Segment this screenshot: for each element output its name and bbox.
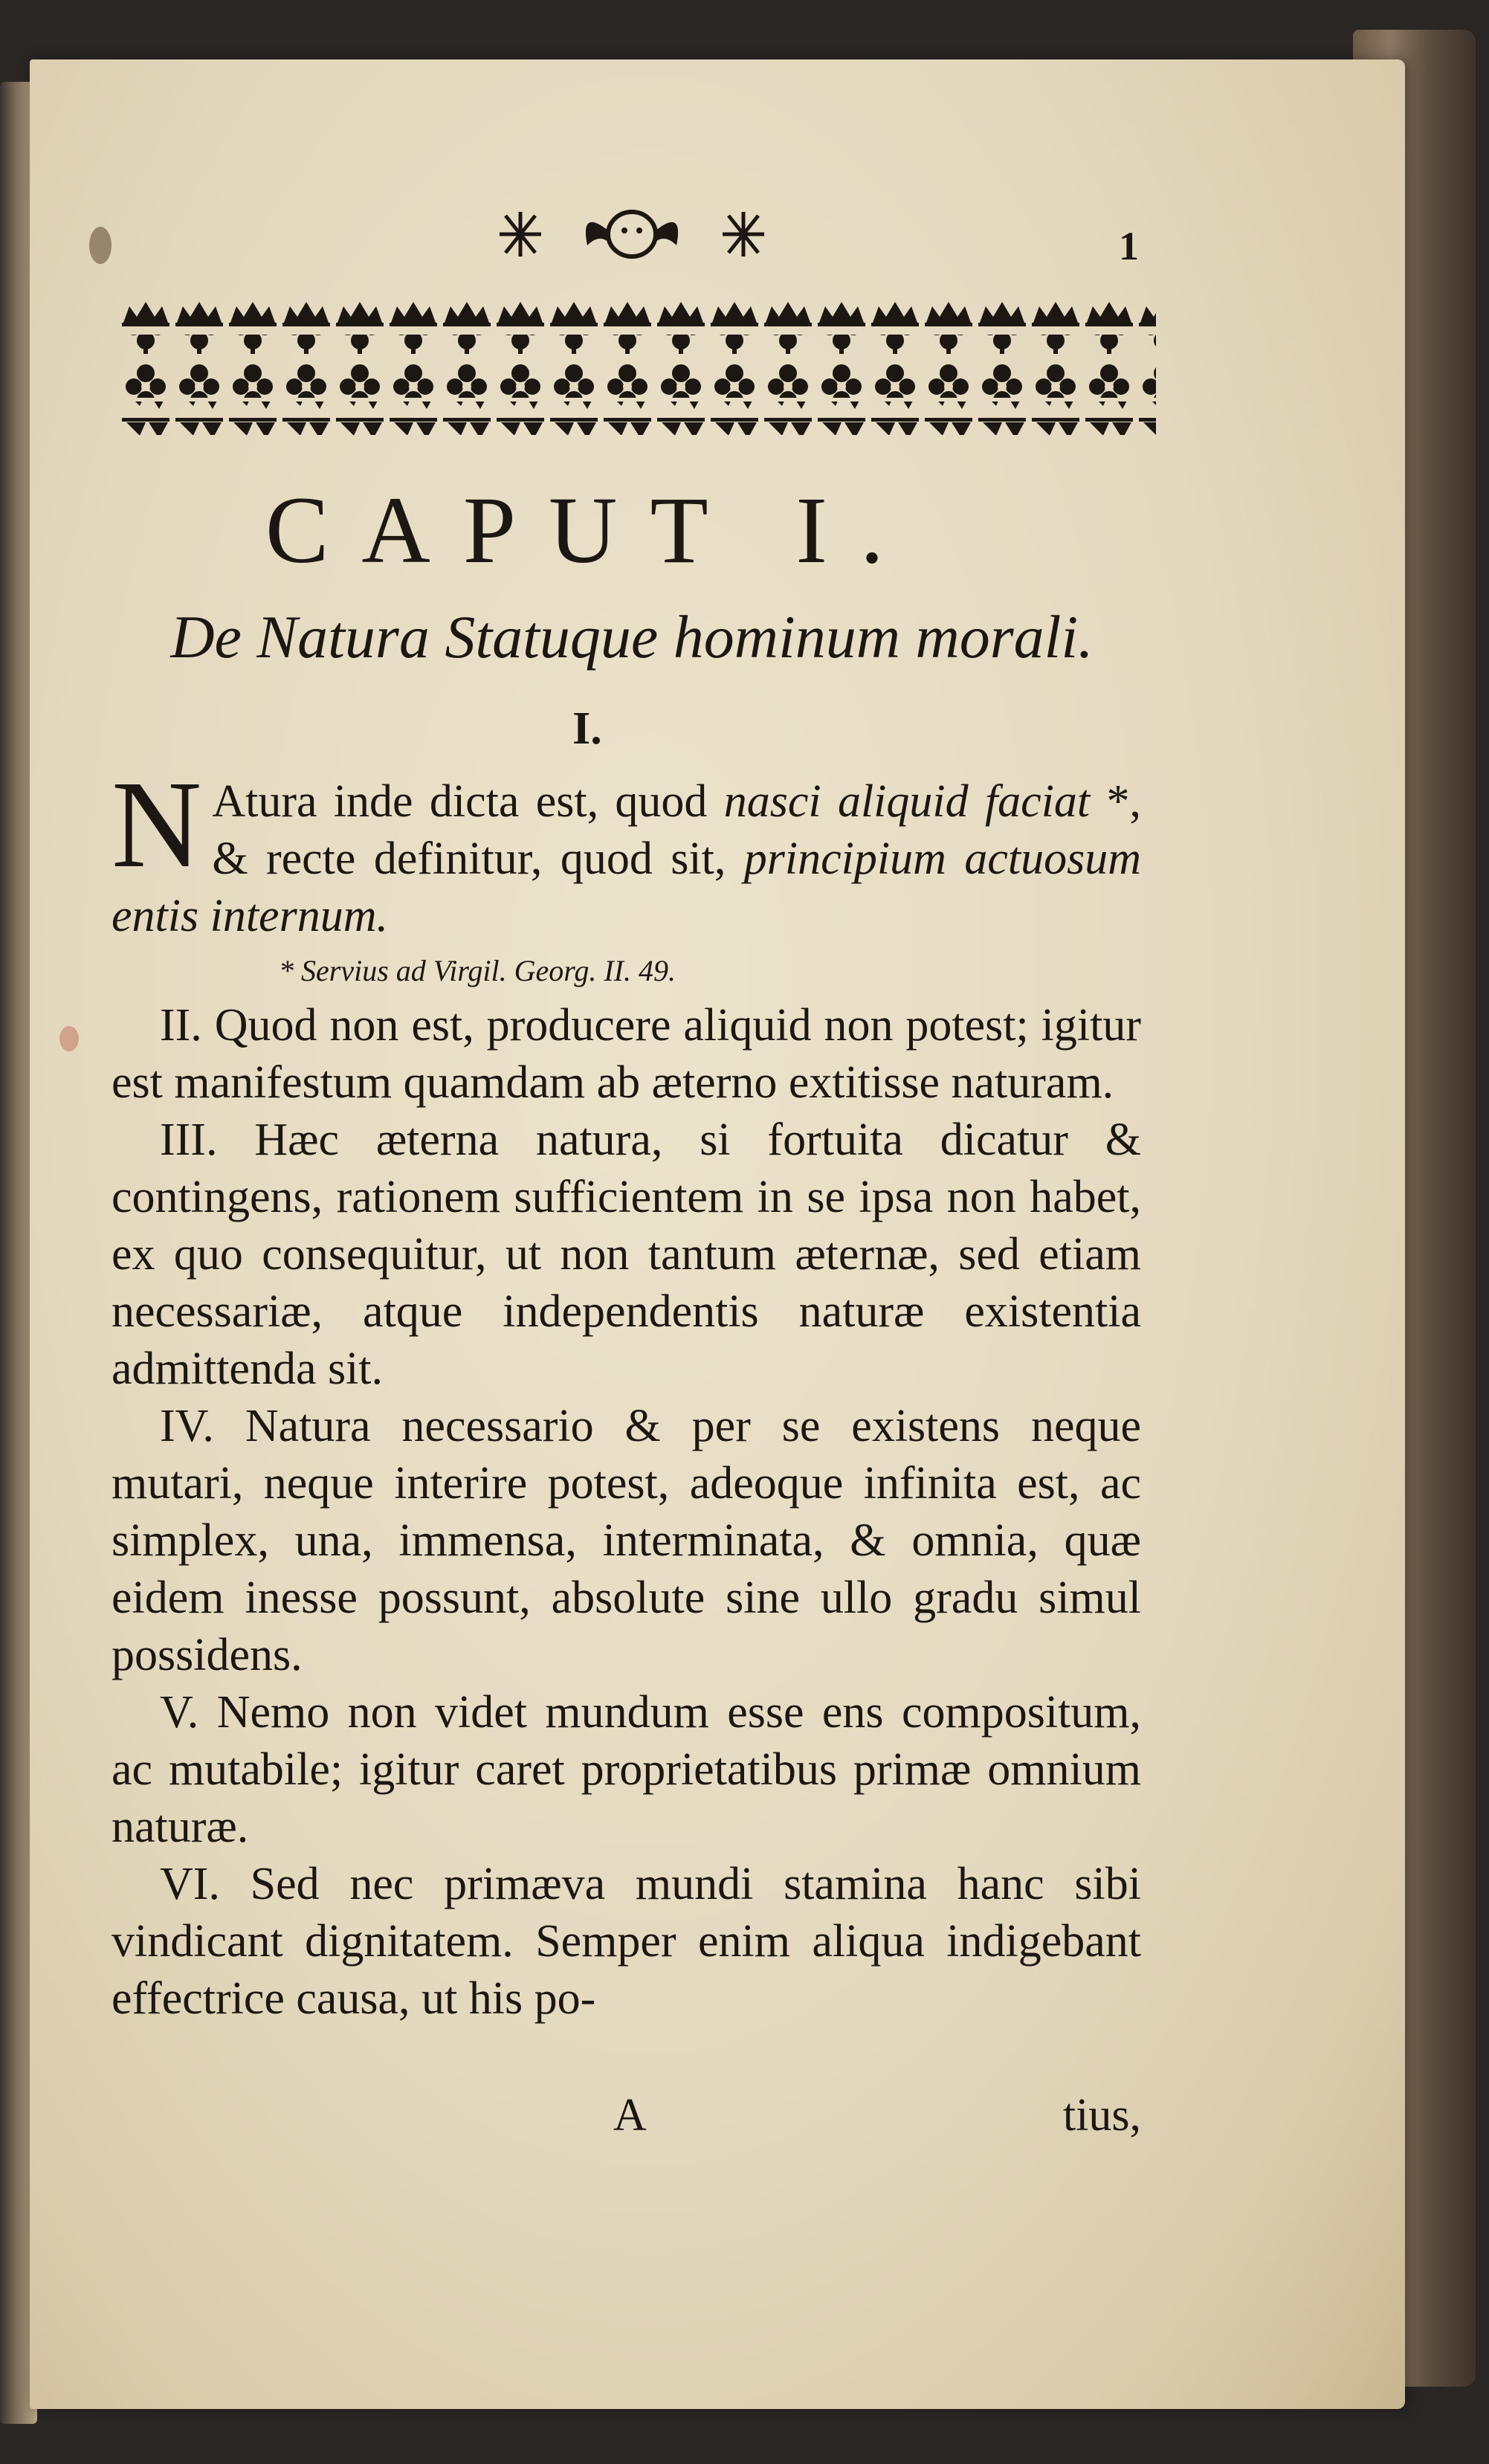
body-text xyxy=(112,755,1142,2028)
paragraph-5 xyxy=(112,1684,1141,1856)
paragraph-4 xyxy=(112,1398,1141,1684)
cherub-head-icon xyxy=(586,212,678,257)
paragraph-italic: principium actuosum entis internum. xyxy=(112,833,1141,941)
paragraph-text: Atura inde dicta est, quod xyxy=(212,776,724,827)
ink-stain xyxy=(59,1026,79,1051)
ink-stain xyxy=(89,227,112,264)
paragraph-text: Hæc æterna natura, si fortuita dicatur & contingens, rationem sufficientem in se ipsa non habet, ex quo consequitur, ut non tantum æternæ, sed etiam necessariæ, atque independentis naturæ existentia admittenda sit. xyxy=(112,1115,1141,1394)
paragraph-text: Natura necessario & per se existens neque mutari, neque interire potest, adeoque infinita est, ac simplex, una, immensa, interminata, & omnia, quæ eidem inesse possunt, absolute sine ullo gradu simul possidens. xyxy=(112,1401,1141,1680)
paragraph-number: IV. xyxy=(160,1401,214,1451)
paragraph-text: Quod non est, producere aliquid non potest; igitur est manifestum quamdam ab æterno extitisse naturam. xyxy=(112,1000,1141,1108)
headpiece-ornament xyxy=(476,201,788,268)
catchword: tius, xyxy=(1062,2090,1141,2141)
paragraph-1 xyxy=(112,755,1141,945)
paragraph-number: VI. xyxy=(160,1859,220,1909)
chapter-title: CAPUT I. xyxy=(265,477,917,583)
paragraph-number: V. xyxy=(160,1687,199,1738)
footnote: * Servius ad Virgil. Georg. II. 49. xyxy=(279,954,676,987)
page-footer xyxy=(112,2089,1141,2149)
page-number: 1 xyxy=(1119,224,1139,268)
star-ornament-icon xyxy=(723,212,764,257)
decorative-border-band xyxy=(119,297,1156,446)
paragraph-italic: nasci aliquid faciat xyxy=(723,776,1091,827)
paragraph-number: II. xyxy=(160,1000,202,1051)
paragraph-number: III. xyxy=(160,1115,218,1165)
paragraph-6 xyxy=(112,1856,1141,2028)
paragraph-2 xyxy=(112,997,1141,1112)
signature-mark: A xyxy=(613,2090,647,2141)
chapter-subtitle: De Natura Statuque hominum morali. xyxy=(170,603,1094,671)
paragraph-text: Sed nec primæva mundi stamina hanc sibi vindicant dignitatem. Semper enim aliqua indigebant effectrice causa, ut his po- xyxy=(112,1859,1142,2024)
star-ornament-icon xyxy=(500,212,541,257)
drop-cap: N xyxy=(112,755,202,894)
paragraph-text: Nemo non videt mundum esse ens compositum, ac mutabile; igitur caret proprietatibus primæ omnium naturæ. xyxy=(112,1687,1142,1852)
paragraph-text: *, & recte definitur, quod sit, xyxy=(212,776,1141,884)
paragraph-3 xyxy=(112,1112,1141,1398)
section-number: I. xyxy=(572,703,602,754)
